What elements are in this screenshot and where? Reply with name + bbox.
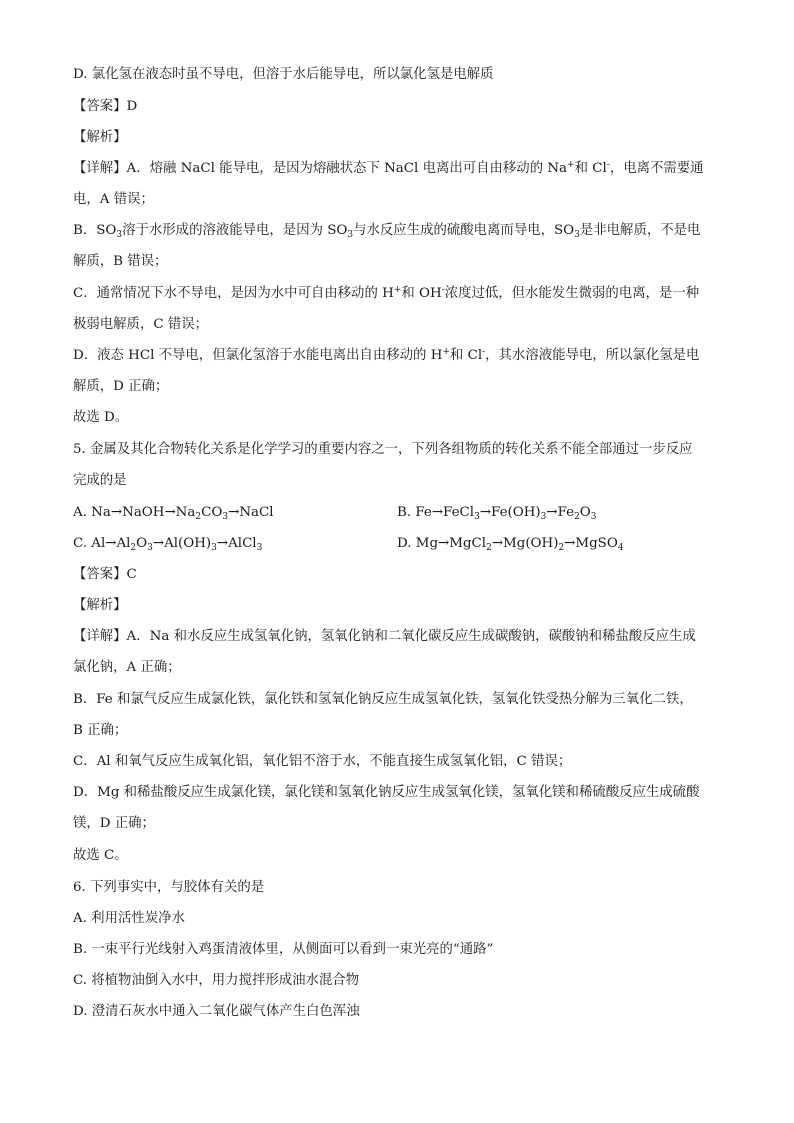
q5-detail-6: D．Mg 和稀盐酸反应生成氯化镁，氯化镁和氢氧化钠反应生成氢氧化镁，氢氧化镁和稀硫酸反应生成硫酸 bbox=[73, 785, 700, 800]
q4-conclusion: 故选 D。 bbox=[73, 410, 129, 425]
q4-detail-7: D．液态 HCl 不导电，但氯化氢溶于水能电离出自由移动的 H+和 Cl-，其水溶液能导电，所以氯化氢是电 bbox=[73, 347, 700, 363]
q5-optD: D. $Mg\to MgCl_2\to Mg(OH)_2\to MgSO_4$ bbox=[397, 536, 624, 553]
q5-detail-7: 镁，D 正确； bbox=[73, 816, 155, 831]
q5-conclusion: 故选 C。 bbox=[73, 848, 128, 863]
q4-optD: D. 氯化氢在液态时虽不导电，但溶于水后能导电，所以氯化氢是电解质 bbox=[73, 67, 494, 82]
q5-analysis: 【解析】 bbox=[73, 598, 127, 613]
q4-detail-6: 极弱电解质，C 错误； bbox=[73, 317, 209, 332]
q5-detail-3: B．Fe 和氯气反应生成氯化铁，氯化铁和氢氧化钠反应生成氢氧化铁，氢氧化铁受热分解为三氧化二铁， bbox=[73, 692, 693, 707]
q6-optD: D. 澄清石灰水中通入二氧化碳气体产生白色浑浊 bbox=[73, 1004, 360, 1019]
q5-optC: C. $Al\to Al_2O_3\to Al(OH)_3\to AlCl_3$ bbox=[73, 536, 263, 553]
q6-optA: A. 利用活性炭净水 bbox=[73, 911, 185, 926]
q4-detail-4: 解质，B 错误； bbox=[73, 254, 168, 269]
q4-detail-2: 电，A 错误； bbox=[73, 192, 154, 207]
q4-detail-5: C．通常情况下水不导电，是因为水中可自由移动的 H+和 OH-浓度过低，但水能发生微弱的电离，是一种 bbox=[73, 285, 700, 301]
q6-optB: B. 一束平行光线射入鸡蛋清液体里，从侧面可以看到一束光亮的“通路” bbox=[73, 942, 494, 957]
q6-optC: C. 将植物油倒入水中，用力搅拌形成油水混合物 bbox=[73, 973, 360, 988]
q5-detail-1: 【详解】A．Na 和水反应生成氢氧化钠，氢氧化钠和二氧化碳反应生成碳酸钠，碳酸钠和稀盐酸反应生成 bbox=[73, 629, 696, 644]
q5-answer: 【答案】C bbox=[73, 567, 137, 582]
q5-detail-2: 氯化钠，A 正确； bbox=[73, 660, 181, 675]
q6-stem: 6. 下列事实中，与胶体有关的是 bbox=[73, 880, 265, 895]
q5-optA: A. $Na\to NaOH\to Na_2CO_3\to NaCl$ bbox=[73, 505, 274, 522]
q5-stem-2: 完成的是 bbox=[73, 473, 127, 488]
q4-analysis: 【解析】 bbox=[73, 130, 127, 145]
q4-detail-1: 【详解】A．熔融 NaCl 能导电，是因为熔融状态下 NaCl 电离出可自由移动的 Na+和 Cl-，电离不需要通 bbox=[73, 160, 704, 176]
q5-optB: B. $Fe\to FeCl_3\to Fe(OH)_3\to Fe_2O_3$ bbox=[397, 505, 597, 522]
q5-detail-5: C．Al 和氧气反应生成氧化铝，氧化铝不溶于水，不能直接生成氢氧化铝，C 错误； bbox=[73, 754, 572, 769]
q4-detail-8: 解质，D 正确； bbox=[73, 379, 169, 394]
q5-stem-1: 5. 金属及其化合物转化关系是化学学习的重要内容之一，下列各组物质的转化关系不能全部通过一步反应 bbox=[73, 442, 693, 457]
q4-answer: 【答案】D bbox=[73, 99, 138, 114]
q4-detail-3: B．$SO_3$溶于水形成的溶液能导电，是因为 $SO_3$与水反应生成的硫酸电离而导电，$SO_3$是非电解质，不是电 bbox=[73, 223, 701, 240]
q5-detail-4: B 正确； bbox=[73, 723, 128, 738]
